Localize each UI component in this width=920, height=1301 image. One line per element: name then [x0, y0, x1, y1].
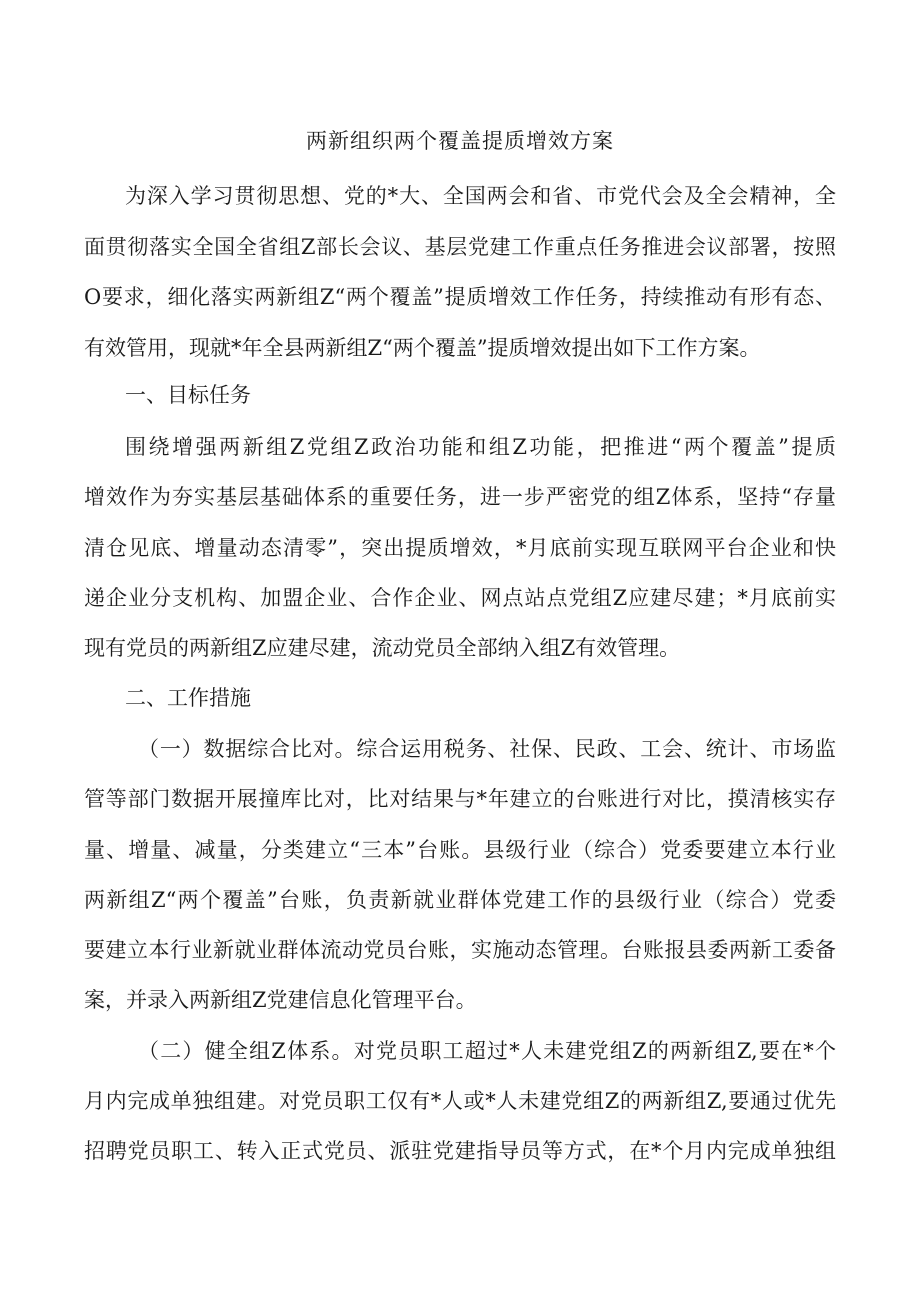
section-heading-1: 一、目标任务	[125, 383, 251, 407]
paragraph-1-line-1: 为深入学习贯彻思想、党的*大、全国两会和省、市党代会及全会精神，全	[125, 184, 836, 208]
paragraph-2-line-2: 增效作为夯实基层基础体系的重要任务，进一步严密党的组Z体系，坚持“存量	[84, 485, 836, 509]
section-heading-2: 二、工作措施	[125, 686, 251, 710]
paragraph-2-line-1: 围绕增强两新组Z党组Z政治功能和组Z功能，把推进“两个覆盖”提质	[125, 435, 836, 459]
paragraph-4-line-2: 月内完成单独组建。对党员职工仅有*人或*人未建党组Z的两新组Z,要通过优先	[84, 1089, 836, 1113]
paragraph-2-line-5: 现有党员的两新组Z应建尽建，流动党员全部纳入组Z有效管理。	[84, 636, 681, 660]
paragraph-3-line-1: （一）数据综合比对。综合运用税务、社保、民政、工会、统计、市场监	[138, 737, 836, 761]
paragraph-3-line-4: 两新组Z“两个覆盖”台账，负责新就业群体党建工作的县级行业（综合）党委	[84, 888, 836, 912]
paragraph-3-line-5: 要建立本行业新就业群体流动党员台账，实施动态管理。台账报县委两新工委备	[84, 938, 836, 962]
paragraph-3-line-3: 量、增量、减量，分类建立“三本”台账。县级行业（综合）党委要建立本行业	[84, 838, 836, 862]
document-title: 两新组织两个覆盖提质增效方案	[306, 129, 614, 153]
paragraph-4-line-1: （二）健全组Z体系。对党员职工超过*人未建党组Z的两新组Z,要在*个	[138, 1039, 836, 1063]
paragraph-3-line-2: 管等部门数据开展撞库比对，比对结果与*年建立的台账进行对比，摸清核实存	[84, 787, 836, 811]
paragraph-1-line-3: O要求，细化落实两新组Z“两个覆盖”提质增效工作任务，持续推动有形有态、	[84, 285, 836, 309]
paragraph-3-line-6: 案，并录入两新组Z党建信息化管理平台。	[84, 988, 477, 1012]
paragraph-4-line-3: 招聘党员职工、转入正式党员、派驻党建指导员等方式，在*个月内完成单独组	[84, 1139, 836, 1163]
paragraph-1-line-2: 面贯彻落实全国全省组Z部长会议、基层党建工作重点任务推进会议部署，按照	[84, 235, 836, 259]
paragraph-2-line-3: 清仓见底、增量动态清零”，突出提质增效，*月底前实现互联网平台企业和快	[84, 536, 836, 560]
paragraph-1-line-4: 有效管用，现就*年全县两新组Z“两个覆盖”提质增效提出如下工作方案。	[84, 336, 761, 360]
paragraph-2-line-4: 递企业分支机构、加盟企业、合作企业、网点站点党组Z应建尽建；*月底前实	[84, 586, 836, 610]
